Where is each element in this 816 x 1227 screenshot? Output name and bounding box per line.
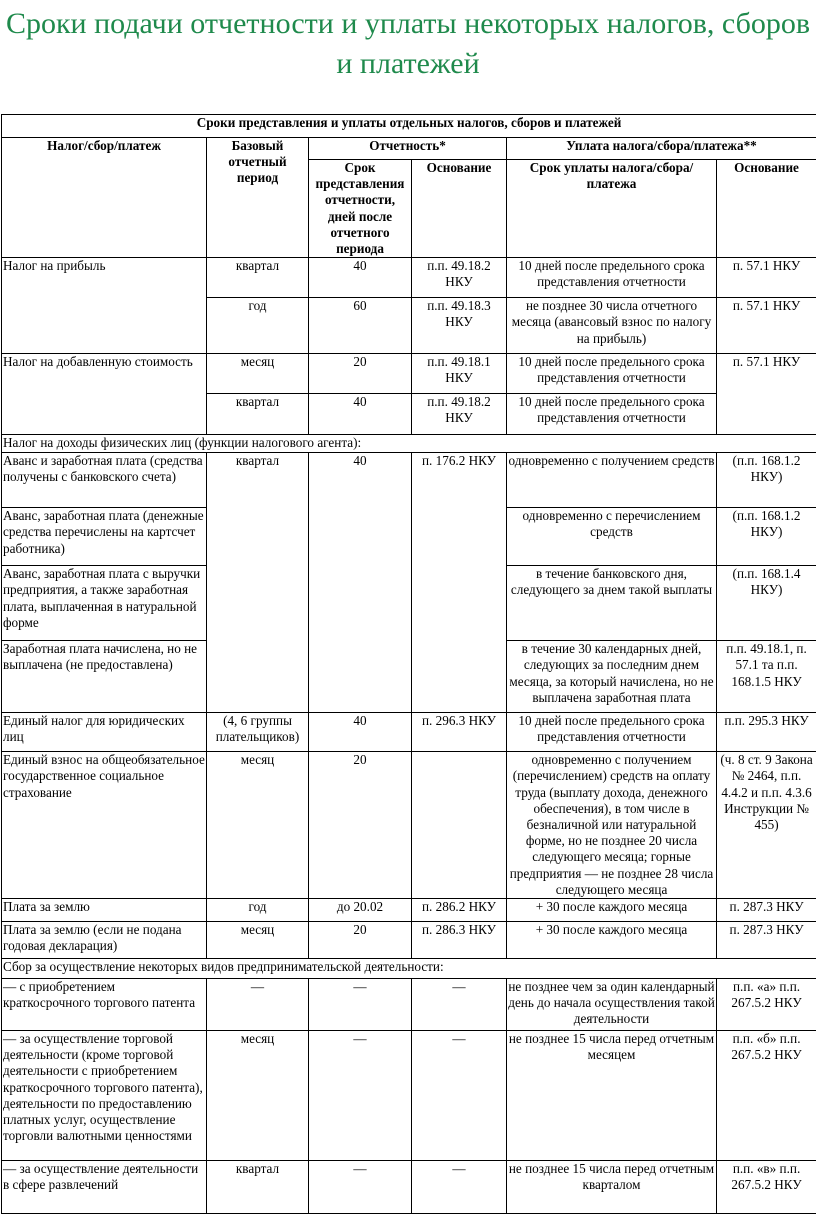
- table-section-row: [2, 435, 816, 453]
- cell-term: 10 дней после предельного срока представления отчетности: [507, 258, 717, 298]
- cell-days: 40: [309, 394, 412, 435]
- cell-tax: Единый взнос на общеобязательное государственное социальное страхование: [2, 752, 207, 899]
- cell-tax: Единый налог для юридических лиц: [2, 713, 207, 752]
- cell-days: 20: [309, 922, 412, 959]
- cell-pay-basis: п. 287.3 НКУ: [717, 899, 816, 922]
- table-row: [2, 1161, 816, 1214]
- cell-period: квартал: [207, 453, 309, 713]
- cell-term: 10 дней после предельного срока представления отчетности: [507, 354, 717, 394]
- cell-period: —: [207, 979, 309, 1031]
- cell-pay-basis: п.п. 49.18.1, п. 57.1 та п.п. 168.1.5 НКУ: [717, 641, 816, 713]
- header-report-term: Срок представления отчетности, дней после отчетного периода: [309, 160, 412, 258]
- cell-period: месяц: [207, 922, 309, 959]
- cell-period: месяц: [207, 752, 309, 899]
- cell-tax: Аванс и заработная плата (средства получены с банковского счета): [2, 453, 207, 508]
- cell-pay-basis: п.п. «в» п.п. 267.5.2 НКУ: [717, 1161, 816, 1214]
- cell-period: (4, 6 группы плательщиков): [207, 713, 309, 752]
- cell-pay-basis: п. 57.1 НКУ: [717, 354, 816, 435]
- table-row: [2, 1031, 816, 1161]
- cell-period: месяц: [207, 354, 309, 394]
- table-row: [2, 713, 816, 752]
- table-row: [2, 453, 816, 508]
- cell-pay-basis: п. 57.1 НКУ: [717, 258, 816, 298]
- cell-basis: —: [412, 1031, 507, 1161]
- cell-days: 20: [309, 752, 412, 899]
- header-pay-term: Срок уплаты налога/сбора/платежа: [507, 160, 717, 258]
- cell-basis: п.п. 49.18.2 НКУ: [412, 258, 507, 298]
- cell-period: квартал: [207, 258, 309, 298]
- tax-deadlines-table: [1, 114, 816, 1214]
- cell-tax: — за осуществление торговой деятельности (кроме торговой деятельности с приобретением краткосрочного торгового патента), деятельности по предоставлению платных услуг, осуществление торговли валютными ценностями: [2, 1031, 207, 1161]
- cell-pay-basis: п.п. 295.3 НКУ: [717, 713, 816, 752]
- table-row: [2, 922, 816, 959]
- cell-days: до 20.02: [309, 899, 412, 922]
- cell-period: год: [207, 298, 309, 354]
- header-report-basis: Основание: [412, 160, 507, 258]
- cell-pay-basis: (ч. 8 ст. 9 Закона № 2464, п.п. 4.4.2 и п.п. 4.3.6 Инструкции № 455): [717, 752, 816, 899]
- cell-pay-basis: п. 57.1 НКУ: [717, 298, 816, 354]
- header-reporting: Отчетность*: [309, 138, 507, 160]
- table-row: [2, 899, 816, 922]
- cell-basis: п. 296.3 НКУ: [412, 713, 507, 752]
- table-row: [2, 752, 816, 899]
- cell-tax: Аванс, заработная плата с выручки предприятия, а также заработная плата, выплаченная в натуральной форме: [2, 566, 207, 641]
- cell-pay-basis: п.п. «а» п.п. 267.5.2 НКУ: [717, 979, 816, 1031]
- cell-tax: Плата за землю: [2, 899, 207, 922]
- page-title: Сроки подачи отчетности и уплаты некоторых налогов, сборов и платежей: [5, 7, 811, 80]
- cell-basis: п. 176.2 НКУ: [412, 453, 507, 713]
- cell-term: не позднее чем за один календарный день до начала осуществления такой деятельности: [507, 979, 717, 1031]
- header-base-period: Базовый отчетный период: [207, 138, 309, 258]
- header-tax: Налог/сбор/платеж: [2, 138, 207, 258]
- cell-pay-basis: (п.п. 168.1.4 НКУ): [717, 566, 816, 641]
- cell-term: + 30 после каждого месяца: [507, 922, 717, 959]
- cell-basis: п.п. 49.18.3 НКУ: [412, 298, 507, 354]
- table-caption-row: [2, 115, 816, 138]
- cell-term: не позднее 15 числа перед отчетным кварталом: [507, 1161, 717, 1214]
- section-title: Сбор за осуществление некоторых видов предпринимательской деятельности:: [2, 959, 816, 979]
- cell-days: 40: [309, 453, 412, 713]
- cell-period: квартал: [207, 1161, 309, 1214]
- cell-term: в течение банковского дня, следующего за днем такой выплаты: [507, 566, 717, 641]
- cell-days: —: [309, 1031, 412, 1161]
- cell-tax: Аванс, заработная плата (денежные средства перечислены на картсчет работника): [2, 508, 207, 566]
- cell-basis: —: [412, 979, 507, 1031]
- cell-basis: —: [412, 1161, 507, 1214]
- table-header-row: [2, 138, 816, 160]
- cell-period: месяц: [207, 1031, 309, 1161]
- table-caption: Сроки представления и уплаты отдельных налогов, сборов и платежей: [2, 115, 816, 138]
- cell-days: 20: [309, 354, 412, 394]
- table-section-row: [2, 959, 816, 979]
- table-row: [2, 979, 816, 1031]
- cell-term: одновременно с получением (перечислением) средств на оплату труда (выплату дохода, денежного обеспечения), в том числе в безналичной или натуральной форме, но не позднее 20 числа следующего месяца; горные предприятия — не позднее 28 числа следующего месяца: [507, 752, 717, 899]
- cell-tax: Заработная плата начислена, но не выплачена (не предоставлена): [2, 641, 207, 713]
- table-row: [2, 258, 816, 298]
- cell-tax: Плата за землю (если не подана годовая декларация): [2, 922, 207, 959]
- table-row: [2, 354, 816, 394]
- cell-term: одновременно с перечислением средств: [507, 508, 717, 566]
- cell-basis: п.п. 49.18.2 НКУ: [412, 394, 507, 435]
- cell-term: 10 дней после предельного срока представления отчетности: [507, 713, 717, 752]
- cell-pay-basis: (п.п. 168.1.2 НКУ): [717, 453, 816, 508]
- header-payment: Уплата налога/сбора/платежа**: [507, 138, 816, 160]
- cell-term: одновременно с получением средств: [507, 453, 717, 508]
- cell-pay-basis: п. 287.3 НКУ: [717, 922, 816, 959]
- header-pay-basis: Основание: [717, 160, 816, 258]
- cell-days: —: [309, 1161, 412, 1214]
- cell-pay-basis: п.п. «б» п.п. 267.5.2 НКУ: [717, 1031, 816, 1161]
- cell-period: год: [207, 899, 309, 922]
- cell-term: 10 дней после предельного срока представления отчетности: [507, 394, 717, 435]
- cell-term: не позднее 30 числа отчетного месяца (авансовый взнос по налогу на прибыль): [507, 298, 717, 354]
- cell-basis: п. 286.3 НКУ: [412, 922, 507, 959]
- cell-days: 40: [309, 258, 412, 298]
- cell-days: 40: [309, 713, 412, 752]
- cell-period: квартал: [207, 394, 309, 435]
- cell-tax: — с приобретением краткосрочного торгового патента: [2, 979, 207, 1031]
- cell-tax: Налог на прибыль: [2, 258, 207, 354]
- section-title: Налог на доходы физических лиц (функции налогового агента):: [2, 435, 816, 453]
- cell-tax: Налог на добавленную стоимость: [2, 354, 207, 435]
- cell-term: не позднее 15 числа перед отчетным месяцем: [507, 1031, 717, 1161]
- cell-days: 60: [309, 298, 412, 354]
- cell-tax: — за осуществление деятельности в сфере развлечений: [2, 1161, 207, 1214]
- cell-term: в течение 30 календарных дней, следующих за последним днем месяца, за который начислена, но не выплачена заработная плата: [507, 641, 717, 713]
- cell-basis: п. 286.2 НКУ: [412, 899, 507, 922]
- cell-pay-basis: (п.п. 168.1.2 НКУ): [717, 508, 816, 566]
- cell-term: + 30 после каждого месяца: [507, 899, 717, 922]
- cell-days: —: [309, 979, 412, 1031]
- cell-basis: п.п. 49.18.1 НКУ: [412, 354, 507, 394]
- cell-basis: [412, 752, 507, 899]
